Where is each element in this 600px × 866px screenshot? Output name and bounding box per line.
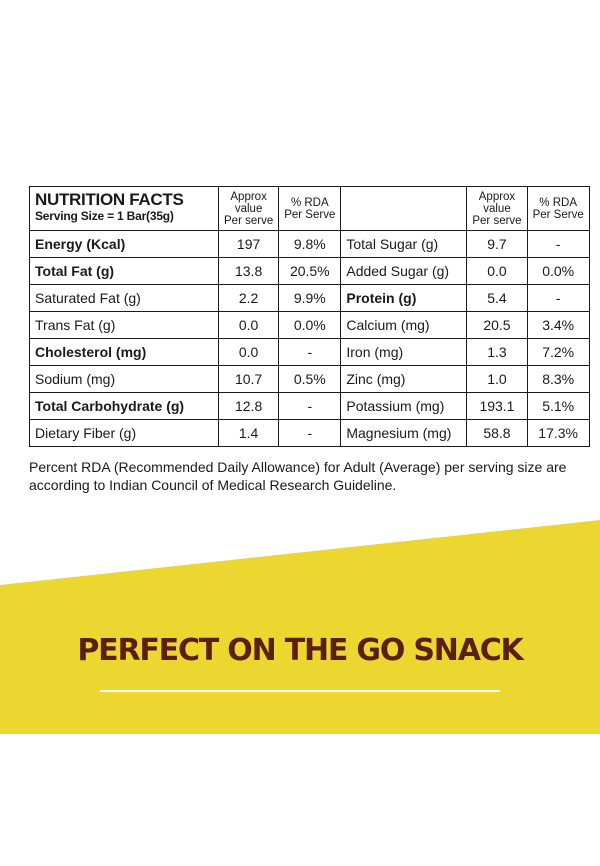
nutrient-rda: 17.3% <box>527 420 589 447</box>
nutrient-value: 0.0 <box>467 258 527 285</box>
table-row <box>30 312 590 339</box>
nutrient-rda: 7.2% <box>527 339 589 366</box>
nutrient-rda: 9.9% <box>279 285 341 312</box>
yellow-band <box>0 520 600 734</box>
nutrient-name: Zinc (mg) <box>341 366 467 393</box>
nutrient-value: 5.4 <box>467 285 527 312</box>
nutrient-rda: 0.0% <box>527 258 589 285</box>
table-row <box>30 339 590 366</box>
nutrient-rda: 5.1% <box>527 393 589 420</box>
nutrient-rda: - <box>527 285 589 312</box>
nutrient-value: 193.1 <box>467 393 527 420</box>
nutrient-name: Sodium (mg) <box>30 366 219 393</box>
nutrient-value: 58.8 <box>467 420 527 447</box>
nutrient-name: Cholesterol (mg) <box>30 339 219 366</box>
table-title: NUTRITION FACTS <box>35 190 184 209</box>
nutrient-value: 2.2 <box>219 285 279 312</box>
nutrient-value: 12.8 <box>219 393 279 420</box>
nutrition-facts-table <box>29 186 590 447</box>
nutrient-rda: 9.8% <box>279 231 341 258</box>
header-rda-2: % RDA Per Serve <box>527 187 589 231</box>
header-rda: % RDA Per Serve <box>279 187 341 231</box>
table-header-row <box>30 187 590 231</box>
nutrient-value: 10.7 <box>219 366 279 393</box>
nutrient-name: Saturated Fat (g) <box>30 285 219 312</box>
table-row <box>30 258 590 285</box>
nutrient-rda: 8.3% <box>527 366 589 393</box>
table-row <box>30 231 590 258</box>
nutrient-name: Total Carbohydrate (g) <box>30 393 219 420</box>
table-row <box>30 393 590 420</box>
table-row <box>30 366 590 393</box>
nutrient-value: 1.4 <box>219 420 279 447</box>
nutrient-value: 20.5 <box>467 312 527 339</box>
serving-size: Serving Size = 1 Bar(35g) <box>35 209 174 223</box>
nutrient-value: 1.0 <box>467 366 527 393</box>
nutrient-name: Protein (g) <box>341 285 467 312</box>
table-row <box>30 420 590 447</box>
nutrient-name: Total Fat (g) <box>30 258 219 285</box>
nutrient-rda: - <box>279 339 341 366</box>
header-approx-value: Approx value Per serve <box>219 187 279 231</box>
rda-footnote: Percent RDA (Recommended Daily Allowance) for Adult (Average) per serving size are according to Indian Council of Medical Research Guideline. <box>29 459 567 493</box>
nutrient-value: 13.8 <box>219 258 279 285</box>
table-title-cell <box>30 187 219 231</box>
nutrient-rda: - <box>279 393 341 420</box>
nutrient-name: Calcium (mg) <box>341 312 467 339</box>
nutrient-name: Energy (Kcal) <box>30 231 219 258</box>
nutrient-value: 9.7 <box>467 231 527 258</box>
nutrient-name: Potassium (mg) <box>341 393 467 420</box>
nutrient-name: Added Sugar (g) <box>341 258 467 285</box>
nutrient-name: Magnesium (mg) <box>341 420 467 447</box>
nutrient-rda: 0.0% <box>279 312 341 339</box>
nutrient-rda: 20.5% <box>279 258 341 285</box>
nutrient-rda: - <box>527 231 589 258</box>
nutrient-value: 0.0 <box>219 312 279 339</box>
nutrient-name: Trans Fat (g) <box>30 312 219 339</box>
header-approx-value-2: Approx value Per serve <box>467 187 527 231</box>
nutrient-name: Total Sugar (g) <box>341 231 467 258</box>
banner-tagline: PERFECT ON THE GO SNACK <box>77 633 523 668</box>
nutrient-rda: 0.5% <box>279 366 341 393</box>
header-empty-cell <box>341 187 467 231</box>
nutrient-name: Iron (mg) <box>341 339 467 366</box>
nutrient-value: 197 <box>219 231 279 258</box>
table-row <box>30 285 590 312</box>
banner-underline <box>100 690 500 692</box>
nutrient-rda: 3.4% <box>527 312 589 339</box>
nutrient-rda: - <box>279 420 341 447</box>
nutrient-value: 0.0 <box>219 339 279 366</box>
nutrient-value: 1.3 <box>467 339 527 366</box>
nutrient-name: Dietary Fiber (g) <box>30 420 219 447</box>
